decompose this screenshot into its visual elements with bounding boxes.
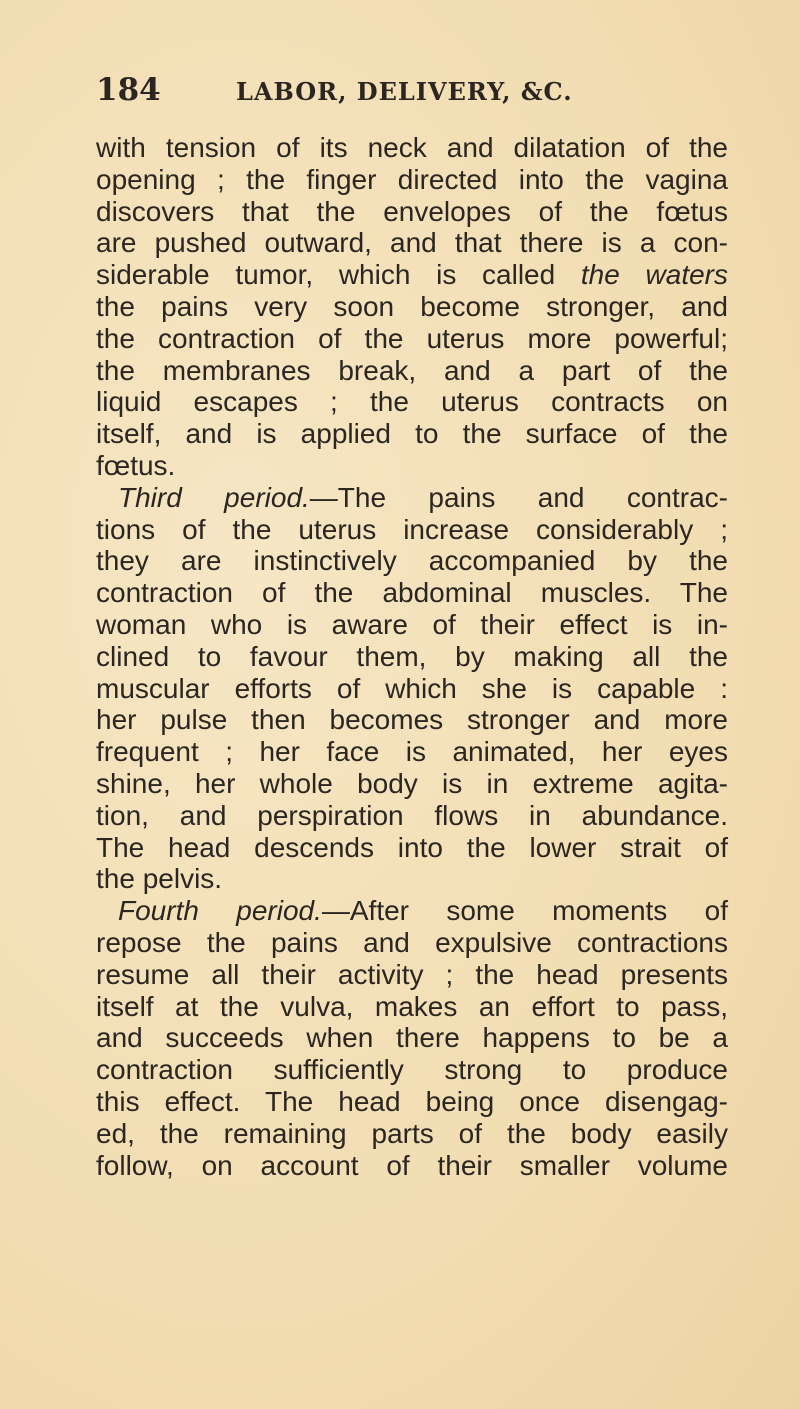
text-line: discovers that the envelopes of the fœtus	[96, 195, 728, 227]
text-line: The head descends into the lower strait of	[96, 831, 728, 863]
text-line: her pulse then becomes stronger and more	[96, 704, 728, 736]
italic-phrase: the waters	[580, 259, 728, 291]
running-title: LABOR, DELIVERY, &C.	[236, 77, 573, 106]
text-line: the pelvis.	[96, 863, 223, 895]
text-line: the pains very soon become stronger, and	[96, 290, 728, 322]
text-line: repose the pains and expulsive contractions	[96, 926, 728, 958]
text-line: they are instinctively accompanied by the	[96, 545, 728, 577]
text-line: follow, on account of their smaller volume	[96, 1149, 728, 1181]
text-line: liquid escapes ; the uterus contracts on	[96, 386, 728, 418]
body-text	[96, 132, 728, 1181]
text-line: are pushed outward, and that there is a con-	[96, 227, 728, 259]
text-line: itself, and is applied to the surface of the	[96, 418, 728, 450]
text-line: and succeeds when there happens to be a	[96, 1022, 728, 1054]
text-segment: —After some moments of	[321, 895, 728, 927]
text-line: tion, and perspiration flows in abundance.	[96, 799, 728, 831]
text-line: with tension of its neck and dilatation of the	[96, 132, 728, 163]
text-line: opening ; the finger directed into the vagina	[96, 163, 728, 195]
text-line: clined to favour them, by making all the	[96, 640, 728, 672]
text-segment: —The pains and contrac-	[309, 481, 728, 513]
text-line: itself at the vulva, makes an effort to pass,	[96, 990, 728, 1022]
text-line: frequent ; her face is animated, her eyes	[96, 736, 728, 768]
text-line	[96, 259, 728, 291]
text-line: contraction of the abdominal muscles. The	[96, 577, 728, 609]
text-line: ed, the remaining parts of the body easily	[96, 1117, 728, 1149]
text-line	[96, 895, 728, 927]
text-line: the membranes break, and a part of the	[96, 354, 728, 386]
running-head	[96, 70, 736, 120]
text-line	[96, 482, 728, 514]
text-line: this effect. The head being once disengag-	[96, 1085, 728, 1117]
text-line: the contraction of the uterus more powerful;	[96, 322, 728, 354]
text-line: fœtus.	[96, 449, 176, 481]
text-segment: siderable tumor, which is called	[96, 259, 581, 291]
page-number: 184	[96, 72, 161, 108]
text-line: contraction sufficiently strong to produce	[96, 1054, 728, 1086]
italic-phrase: Third period.	[118, 481, 310, 513]
text-line: resume all their activity ; the head presents	[96, 958, 728, 990]
text-line: muscular efforts of which she is capable :	[96, 672, 728, 704]
text-line: tions of the uterus increase considerably ;	[96, 513, 728, 545]
text-line: shine, her whole body is in extreme agita-	[96, 767, 728, 799]
italic-phrase: Fourth period.	[118, 895, 322, 927]
text-line: woman who is aware of their effect is in-	[96, 608, 728, 640]
